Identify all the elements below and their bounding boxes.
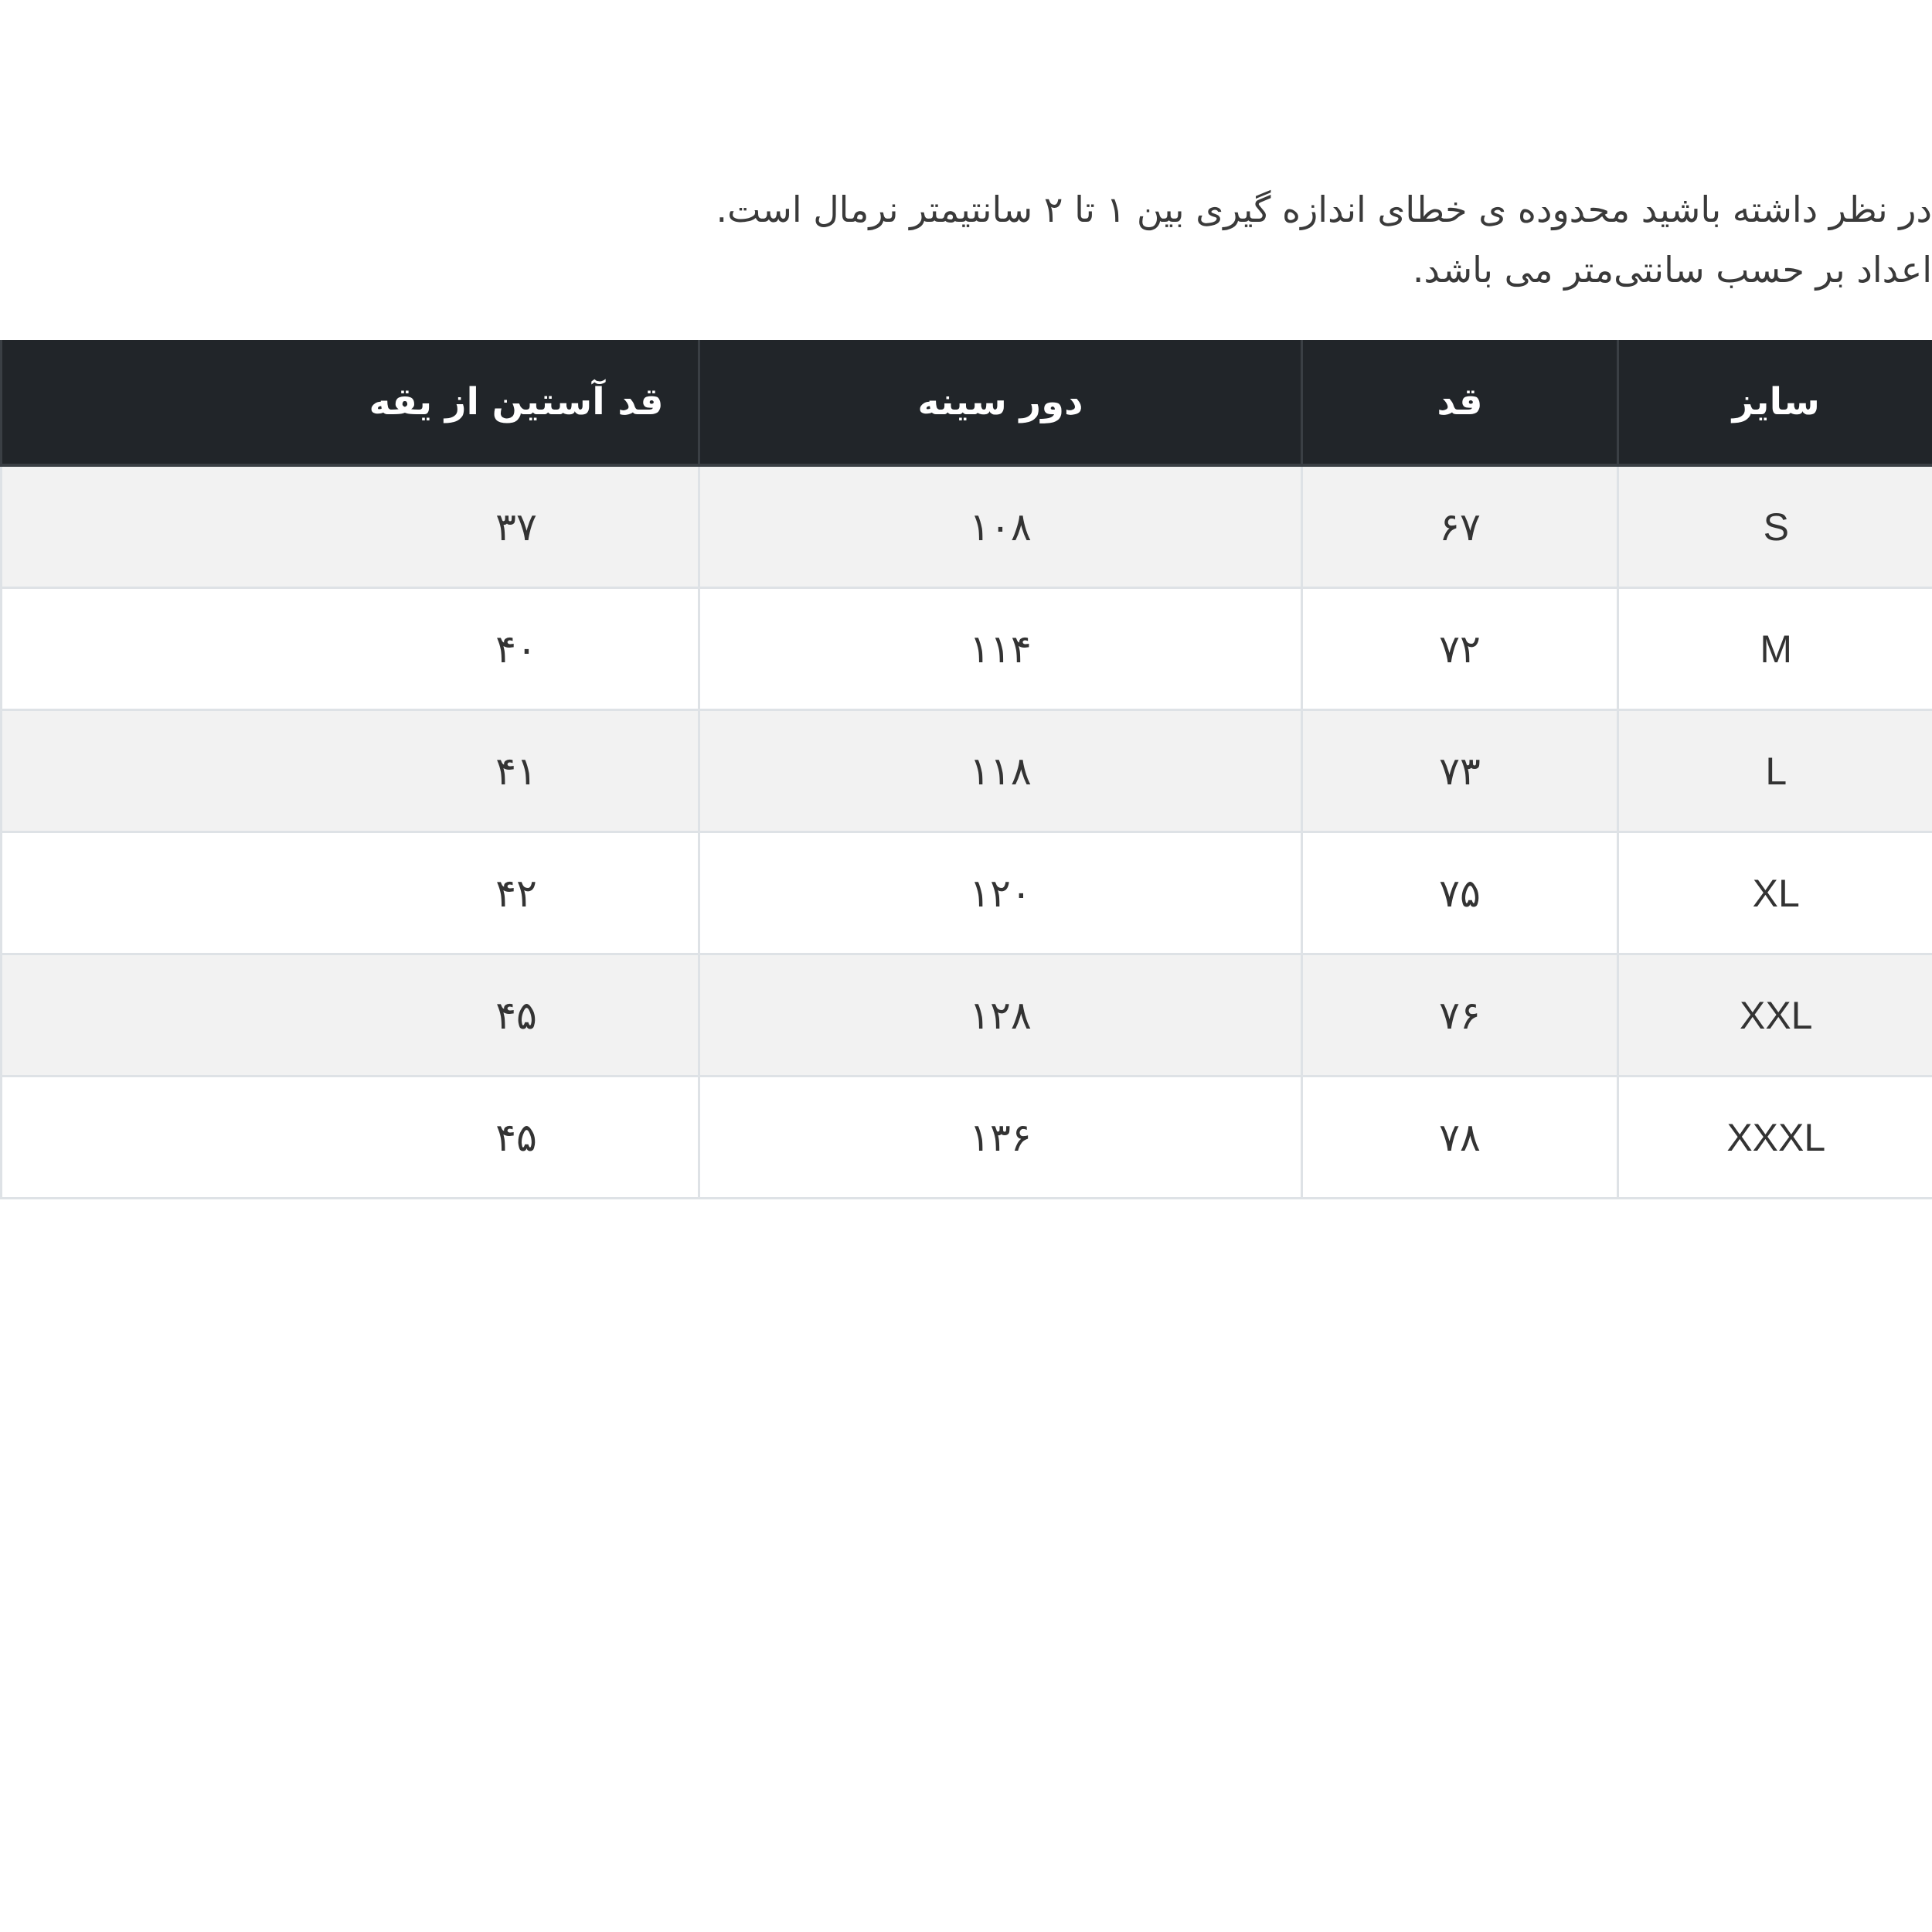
size-table-header — [2, 340, 1932, 465]
sleeve-cell: ۴۲ — [495, 870, 537, 916]
table-row — [2, 465, 1932, 588]
size-table — [0, 340, 1932, 1199]
size-cell: XL — [1618, 832, 1932, 954]
chest-cell: ۱۲۸ — [699, 954, 1302, 1077]
size-cell: M — [1618, 588, 1932, 710]
size-chart-notes — [464, 179, 1932, 300]
header-row — [2, 340, 1932, 465]
sleeve-cell: ۴۱ — [495, 748, 537, 794]
sleeve-cell-wrap — [2, 465, 699, 588]
sleeve-cell-wrap — [2, 1077, 699, 1199]
size-table-container — [0, 340, 1932, 1204]
measurement-tolerance-note: در نظر داشته باشید محدوده ی خطای اندازه گیری بین ۱ تا ۲ سانتیمتر نرمال است. — [716, 189, 1932, 230]
units-note: اعداد بر حسب سانتی‌متر می باشد. — [1412, 249, 1932, 291]
height-cell: ۷۲ — [1302, 588, 1618, 710]
size-cell: S — [1618, 465, 1932, 588]
header-chest: دور سینه — [699, 340, 1302, 465]
table-row — [2, 954, 1932, 1077]
chest-cell: ۱۳۶ — [699, 1077, 1302, 1199]
sleeve-cell: ۴۵ — [495, 1114, 537, 1160]
chest-cell: ۱۱۴ — [699, 588, 1302, 710]
header-sleeve: قد آستین از یقه — [369, 380, 664, 423]
sleeve-cell: ۴۰ — [495, 626, 537, 672]
size-table-body — [2, 465, 1932, 1199]
sleeve-cell-wrap — [2, 832, 699, 954]
table-row — [2, 588, 1932, 710]
chest-cell: ۱۰۸ — [699, 465, 1302, 588]
size-cell: L — [1618, 710, 1932, 832]
size-cell: XXXL — [1618, 1077, 1932, 1199]
chest-cell: ۱۲۰ — [699, 832, 1302, 954]
header-height: قد — [1302, 340, 1618, 465]
header-sleeve-cell — [2, 340, 699, 465]
height-cell: ۷۵ — [1302, 832, 1618, 954]
sleeve-cell-wrap — [2, 588, 699, 710]
height-cell: ۷۶ — [1302, 954, 1618, 1077]
table-row — [2, 1077, 1932, 1199]
sleeve-cell: ۳۷ — [495, 504, 537, 549]
size-cell: XXL — [1618, 954, 1932, 1077]
table-row — [2, 710, 1932, 832]
chest-cell: ۱۱۸ — [699, 710, 1302, 832]
sleeve-cell-wrap — [2, 954, 699, 1077]
sleeve-cell: ۴۵ — [495, 992, 537, 1038]
height-cell: ۶۷ — [1302, 465, 1618, 588]
height-cell: ۷۸ — [1302, 1077, 1618, 1199]
header-size: سایز — [1618, 340, 1932, 465]
sleeve-cell-wrap — [2, 710, 699, 832]
height-cell: ۷۳ — [1302, 710, 1618, 832]
table-row — [2, 832, 1932, 954]
